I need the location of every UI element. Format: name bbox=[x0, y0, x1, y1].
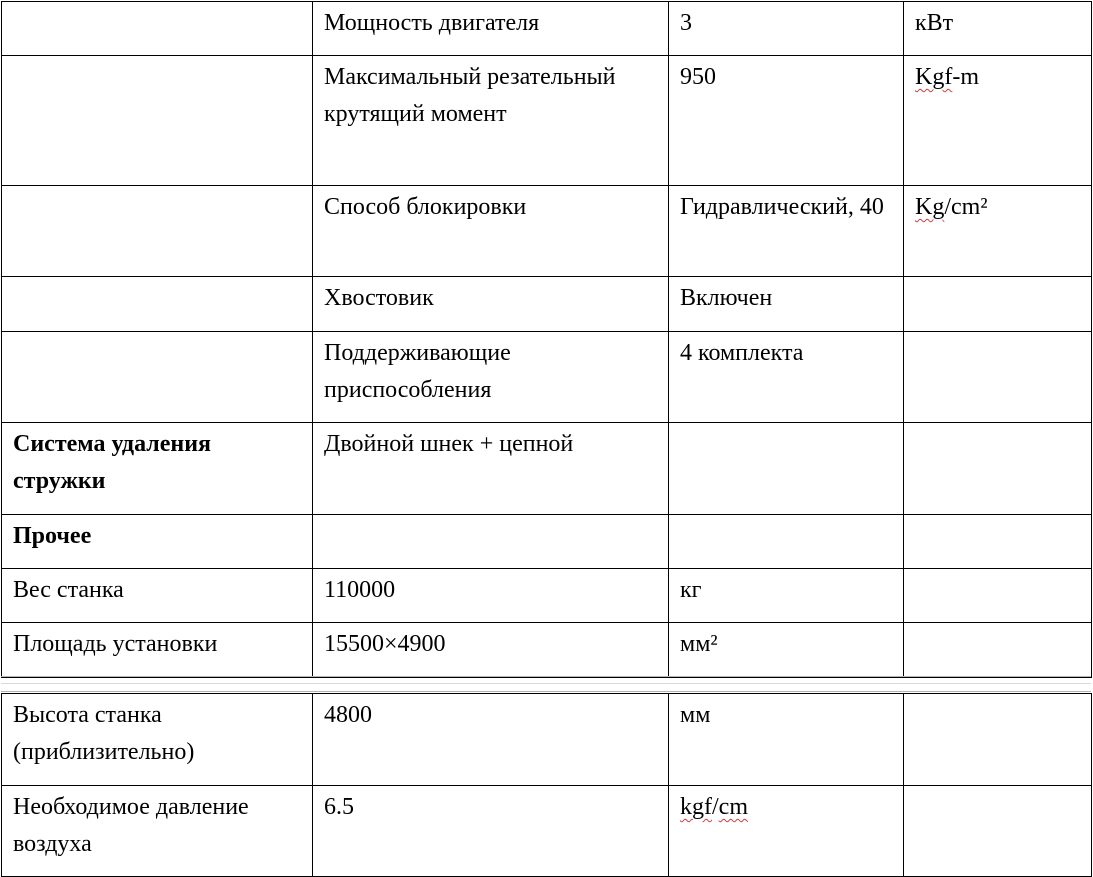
unit-text: -m bbox=[952, 64, 979, 90]
table-cell: Гидравлический, 40 bbox=[669, 186, 904, 277]
section-heading: Система удаления стружки bbox=[2, 423, 313, 515]
table-cell bbox=[669, 515, 904, 569]
page-break-separator bbox=[1, 676, 1091, 692]
table-cell: Необходимое давление воздуха bbox=[2, 786, 313, 877]
table-cell: Хвостовик bbox=[313, 277, 669, 332]
table-cell bbox=[904, 569, 1092, 623]
spellcheck-word: kgf bbox=[680, 794, 712, 820]
table-cell: мм bbox=[669, 694, 904, 786]
table-cell: 950 bbox=[669, 56, 904, 186]
table-cell bbox=[2, 2, 313, 56]
table-cell: Включен bbox=[669, 277, 904, 332]
table-cell bbox=[2, 332, 313, 423]
table-cell: мм² bbox=[669, 623, 904, 678]
table-row bbox=[2, 515, 1092, 569]
table-cell bbox=[2, 186, 313, 277]
table-row bbox=[2, 2, 1092, 56]
table-row bbox=[2, 277, 1092, 332]
table-cell: 110000 bbox=[313, 569, 669, 623]
table-cell: 4 комплекта bbox=[669, 332, 904, 423]
table-cell bbox=[904, 623, 1092, 678]
table-cell bbox=[2, 56, 313, 186]
table-cell: кВт bbox=[904, 2, 1092, 56]
table-row bbox=[2, 332, 1092, 423]
table-cell bbox=[904, 277, 1092, 332]
table-cell: 3 bbox=[669, 2, 904, 56]
table-cell bbox=[904, 515, 1092, 569]
table-cell bbox=[904, 423, 1092, 515]
table-cell bbox=[904, 56, 1092, 186]
table-cell: Максимальный резательный крутящий момент bbox=[313, 56, 669, 186]
unit-text: /cm² bbox=[944, 194, 988, 220]
table-cell bbox=[904, 186, 1092, 277]
table-cell: Площадь установки bbox=[2, 623, 313, 678]
table-cell bbox=[904, 332, 1092, 423]
table-row bbox=[2, 569, 1092, 623]
table-row bbox=[2, 423, 1092, 515]
table-cell: Способ блокировки bbox=[313, 186, 669, 277]
table-cell: Вес станка bbox=[2, 569, 313, 623]
table-cell: 6.5 bbox=[313, 786, 669, 877]
spellcheck-word: Kg bbox=[915, 194, 945, 220]
table-row bbox=[2, 694, 1092, 786]
spec-table-bottom bbox=[1, 693, 1092, 877]
unit-text: / bbox=[712, 794, 719, 820]
table-cell bbox=[904, 694, 1092, 786]
table-cell: 15500×4900 bbox=[313, 623, 669, 678]
spec-table-top bbox=[1, 1, 1092, 678]
table-cell: Двойной шнек + цепной bbox=[313, 423, 669, 515]
section-heading: Прочее bbox=[2, 515, 313, 569]
table-cell bbox=[669, 786, 904, 877]
spellcheck-word: Kgf bbox=[915, 64, 953, 90]
table-row bbox=[2, 186, 1092, 277]
table-cell bbox=[904, 786, 1092, 877]
table-cell: кг bbox=[669, 569, 904, 623]
table-row bbox=[2, 56, 1092, 186]
table-cell bbox=[313, 515, 669, 569]
table-row bbox=[2, 623, 1092, 678]
table-cell: Высота станка (приблизительно) bbox=[2, 694, 313, 786]
table-cell bbox=[2, 277, 313, 332]
table-cell bbox=[669, 423, 904, 515]
table-row bbox=[2, 786, 1092, 877]
table-cell: Поддерживающие приспособления bbox=[313, 332, 669, 423]
spellcheck-word: cm bbox=[718, 794, 748, 820]
table-cell: Мощность двигателя bbox=[313, 2, 669, 56]
table-cell: 4800 bbox=[313, 694, 669, 786]
